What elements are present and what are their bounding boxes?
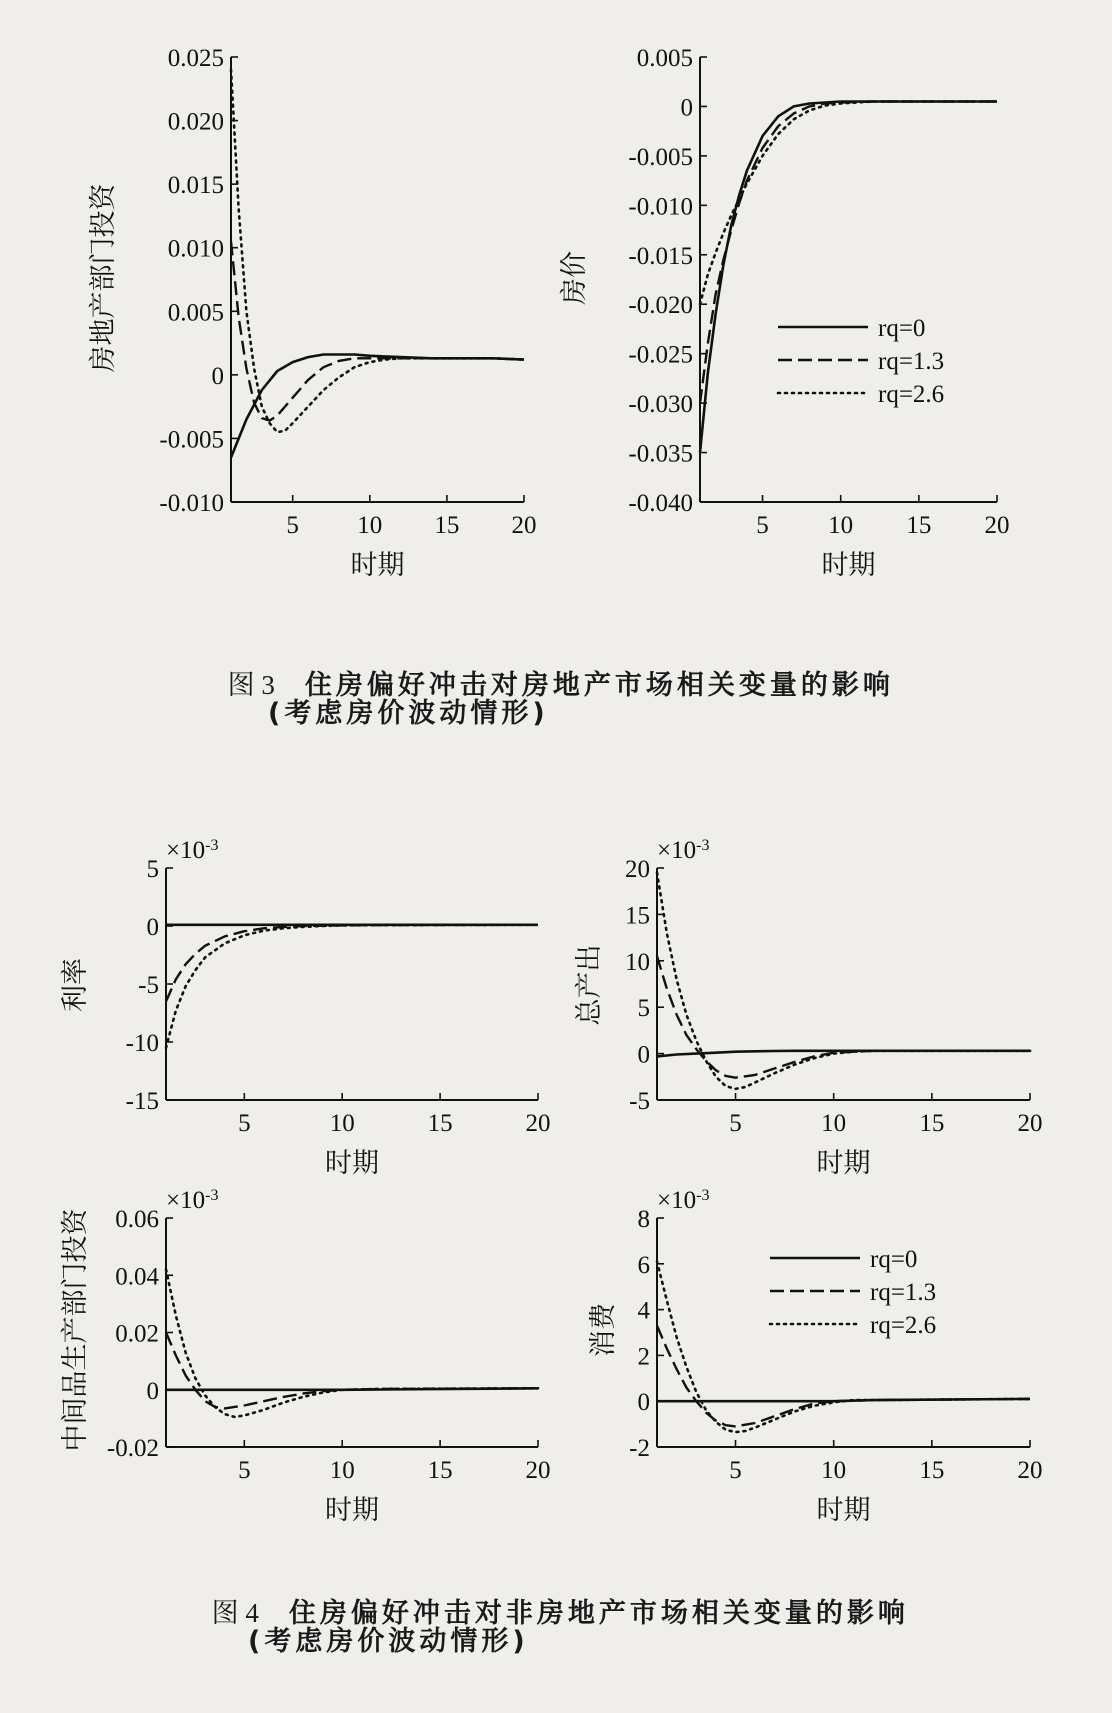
- x-axis-label: 时期: [816, 1495, 871, 1526]
- axis-multiplier: $\times 10^{-3}$: [166, 1186, 219, 1214]
- legend-label-2: rq=1.3: [878, 348, 945, 375]
- y-tick-label: 0.015: [167, 172, 224, 200]
- y-tick-label: 0: [211, 362, 224, 390]
- y-tick-label: 0.025: [167, 45, 224, 72]
- legend-label-2: rq=1.3: [870, 1279, 937, 1306]
- y-tick-label: 2: [637, 1343, 650, 1371]
- y-tick-label: -5: [138, 972, 159, 999]
- axis-multiplier-exponent: -3: [696, 1186, 710, 1204]
- legend-label-3: rq=2.6: [878, 381, 945, 408]
- x-axis-label: 时期: [816, 1148, 871, 1179]
- x-tick-label: 10: [821, 1457, 847, 1484]
- y-tick-label: 0.06: [115, 1206, 159, 1233]
- series-line-3: [657, 873, 1030, 1089]
- series-line-1: [231, 355, 524, 458]
- x-axis-label: 时期: [325, 1495, 379, 1526]
- x-tick-label: 10: [329, 1457, 355, 1484]
- x-tick-label: 20: [1017, 1110, 1043, 1137]
- y-tick-label: 0.005: [636, 45, 693, 72]
- legend: [770, 1246, 936, 1339]
- y-tick-label: -0.02: [106, 1435, 159, 1462]
- y-tick-label: 15: [625, 902, 650, 930]
- y-tick-label: -0.015: [628, 242, 693, 270]
- x-tick-label: 5: [756, 512, 769, 539]
- series-line-2: [231, 241, 524, 420]
- chart-1: [88, 45, 537, 581]
- x-axis-label: 时期: [325, 1148, 379, 1179]
- axis-multiplier-exponent: -3: [205, 836, 219, 854]
- x-tick-label: 5: [238, 1110, 251, 1137]
- series-line-2: [657, 956, 1030, 1077]
- x-tick-label: 20: [1017, 1457, 1043, 1484]
- legend-label-3: rq=2.6: [870, 1312, 937, 1339]
- figure-3-subcaption: (考虑房价波动情形): [268, 698, 549, 729]
- y-tick-label: -2: [629, 1435, 650, 1462]
- legend: [778, 315, 944, 408]
- y-tick-label: -5: [629, 1088, 650, 1115]
- y-tick-label: 0: [637, 1041, 650, 1069]
- axis-multiplier: $\times 10^{-3}$: [657, 836, 710, 864]
- chart-6: [588, 1187, 1043, 1527]
- x-tick-label: 20: [984, 512, 1010, 539]
- x-tick-label: 15: [919, 1110, 945, 1137]
- y-tick-label: 0: [146, 914, 159, 941]
- series-line-1: [700, 102, 997, 453]
- figure-4-subcaption: (考虑房价波动情形): [248, 1626, 529, 1657]
- x-tick-label: 20: [525, 1110, 551, 1137]
- y-tick-label: -0.040: [628, 490, 693, 517]
- x-tick-label: 5: [729, 1110, 742, 1137]
- y-tick-label: -0.035: [628, 440, 693, 468]
- series-line-2: [657, 1326, 1030, 1427]
- x-tick-label: 20: [525, 1457, 551, 1484]
- figure-3-title: 住房偏好冲击对房地产市场相关变量的影响: [304, 670, 894, 701]
- series-line-2: [700, 102, 997, 404]
- legend-label-1: rq=0: [878, 315, 926, 342]
- axis-multiplier: $\times 10^{-3}$: [166, 836, 219, 864]
- chart-5: [60, 1187, 551, 1527]
- y-tick-label: -15: [125, 1088, 159, 1115]
- series-line-3: [166, 1270, 538, 1417]
- y-tick-label: 20: [625, 856, 650, 883]
- y-tick-label: 5: [146, 856, 159, 883]
- legend-label-1: rq=0: [870, 1246, 918, 1273]
- series-line-2: [166, 1333, 538, 1409]
- x-tick-label: 10: [828, 512, 854, 539]
- x-tick-label: 5: [286, 512, 299, 539]
- x-tick-label: 15: [427, 1457, 453, 1484]
- y-tick-label: 0.020: [167, 108, 224, 136]
- y-tick-label: 0.02: [115, 1320, 159, 1348]
- x-axis-label: 时期: [821, 550, 876, 581]
- y-axis-label: 消费: [588, 1303, 619, 1357]
- y-tick-label: -10: [125, 1030, 159, 1057]
- x-axis-label: 时期: [350, 550, 405, 581]
- x-tick-label: 5: [729, 1457, 742, 1484]
- x-tick-label: 10: [357, 512, 383, 539]
- y-tick-label: -0.030: [628, 391, 693, 419]
- x-tick-label: 15: [919, 1457, 945, 1484]
- x-tick-label: 10: [329, 1110, 355, 1137]
- figure-4-number: 图 4: [211, 1598, 259, 1628]
- y-axis-label: 利率: [60, 958, 91, 1012]
- y-tick-label: 4: [637, 1297, 650, 1325]
- y-axis-label: 中间品生产部门投资: [60, 1208, 91, 1452]
- y-tick-label: 0.010: [167, 235, 224, 263]
- y-tick-label: -0.010: [628, 193, 693, 221]
- x-tick-label: 15: [434, 512, 460, 539]
- y-tick-label: 0: [146, 1377, 159, 1405]
- y-tick-label: 0.005: [167, 299, 224, 327]
- y-tick-label: -0.025: [628, 341, 693, 369]
- y-tick-label: 0: [637, 1389, 650, 1417]
- y-axis-label: 总产出: [574, 944, 605, 1026]
- figure-3-number: 图 3: [227, 670, 275, 700]
- y-tick-label: -0.005: [628, 143, 693, 171]
- chart-2: [559, 45, 1010, 581]
- chart-4: [574, 837, 1043, 1180]
- y-tick-label: 0: [680, 94, 693, 122]
- y-tick-label: 5: [637, 995, 650, 1023]
- y-axis-label: 房地产部门投资: [88, 183, 119, 373]
- series-line-3: [166, 925, 538, 1048]
- series-line-2: [166, 925, 538, 1002]
- y-tick-label: -0.010: [159, 490, 224, 517]
- x-tick-label: 10: [821, 1110, 847, 1137]
- figure-4-title: 住房偏好冲击对非房地产市场相关变量的影响: [288, 1598, 909, 1629]
- series-line-3: [231, 70, 524, 432]
- x-tick-label: 5: [238, 1457, 251, 1484]
- chart-3: [60, 837, 551, 1180]
- series-line-3: [700, 102, 997, 305]
- y-tick-label: 0.04: [115, 1263, 159, 1291]
- y-axis-label: 房价: [559, 251, 590, 305]
- x-tick-label: 15: [427, 1110, 453, 1137]
- y-tick-label: -0.020: [628, 292, 693, 320]
- y-tick-label: 8: [637, 1206, 650, 1233]
- y-tick-label: -0.005: [159, 426, 224, 454]
- y-tick-label: 6: [637, 1251, 650, 1279]
- axis-multiplier: $\times 10^{-3}$: [657, 1186, 710, 1214]
- x-tick-label: 20: [511, 512, 537, 539]
- series-line-3: [657, 1262, 1030, 1433]
- axis-multiplier-exponent: -3: [696, 836, 710, 854]
- y-tick-label: 10: [625, 948, 650, 976]
- x-tick-label: 15: [906, 512, 932, 539]
- axis-multiplier-exponent: -3: [205, 1186, 219, 1204]
